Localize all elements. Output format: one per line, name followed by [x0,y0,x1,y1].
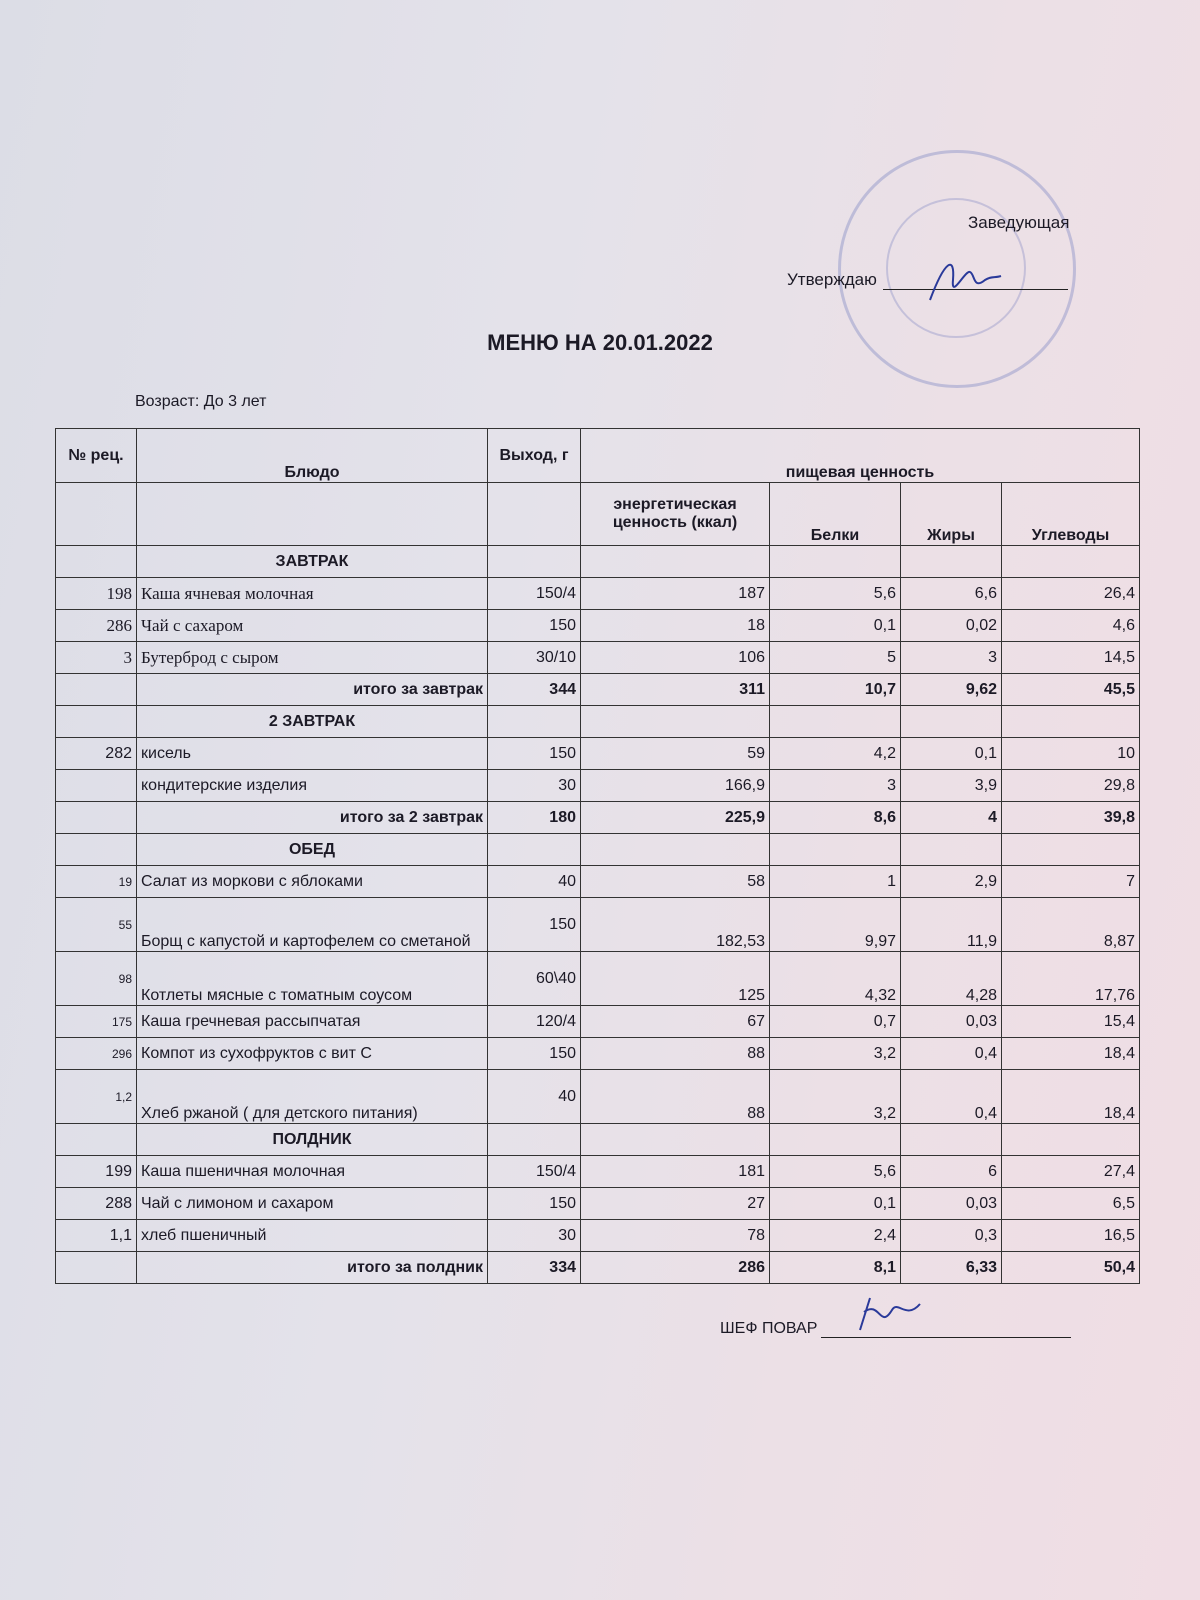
protein: 9,97 [770,898,901,952]
empty-cell [581,706,770,738]
total-carbs: 45,5 [1002,674,1140,706]
recipe-number: 3 [56,642,137,674]
energy: 58 [581,866,770,898]
dish-name: кисель [137,738,488,770]
empty-cell [770,1124,901,1156]
total-energy: 311 [581,674,770,706]
protein: 1 [770,866,901,898]
carbs: 16,5 [1002,1220,1140,1252]
dish-name: Хлеб ржаной ( для детского питания) [137,1070,488,1124]
yield: 150/4 [488,578,581,610]
table-row [56,952,1140,1006]
yield: 150 [488,1038,581,1070]
empty-cell [56,1124,137,1156]
table-row [56,866,1140,898]
protein: 5,6 [770,578,901,610]
empty-cell [1002,546,1140,578]
fat: 0,02 [901,610,1002,642]
table-row [56,1188,1140,1220]
empty-cell [770,706,901,738]
carbs: 15,4 [1002,1006,1140,1038]
empty-cell [488,546,581,578]
protein: 2,4 [770,1220,901,1252]
total-energy: 225,9 [581,802,770,834]
protein: 0,1 [770,610,901,642]
header-protein: Белки [770,483,901,546]
empty-cell [901,1124,1002,1156]
empty-cell [56,802,137,834]
empty-cell [770,546,901,578]
total-fat: 4 [901,802,1002,834]
fat: 6,6 [901,578,1002,610]
energy: 187 [581,578,770,610]
table-row [56,1070,1140,1124]
carbs: 29,8 [1002,770,1140,802]
recipe-number: 286 [56,610,137,642]
header-nutrition: пищевая ценность [581,429,1140,483]
carbs: 7 [1002,866,1140,898]
total-yield: 334 [488,1252,581,1284]
yield: 30 [488,1220,581,1252]
carbs: 18,4 [1002,1038,1140,1070]
dish-name: Котлеты мясные с томатным соусом [137,952,488,1006]
header-energy: энергетическая ценность (ккал) [581,483,770,546]
energy: 166,9 [581,770,770,802]
total-label: итого за завтрак [137,674,488,706]
empty-cell [56,1252,137,1284]
total-row [56,1252,1140,1284]
empty-cell [56,834,137,866]
chef-signature [850,1290,930,1340]
protein: 5 [770,642,901,674]
recipe-number: 98 [56,952,137,1006]
dish-name: хлеб пшеничный [137,1220,488,1252]
fat: 0,1 [901,738,1002,770]
table-row [56,1038,1140,1070]
dish-name: Каша гречневая рассыпчатая [137,1006,488,1038]
carbs: 4,6 [1002,610,1140,642]
yield: 30/10 [488,642,581,674]
energy: 78 [581,1220,770,1252]
empty-cell [901,706,1002,738]
table-row [56,1006,1140,1038]
yield: 60\40 [488,952,581,1006]
total-row [56,802,1140,834]
carbs: 18,4 [1002,1070,1140,1124]
table-row [56,610,1140,642]
fat: 0,03 [901,1006,1002,1038]
dish-name: Салат из моркови с яблоками [137,866,488,898]
fat: 4,28 [901,952,1002,1006]
empty-cell [1002,1124,1140,1156]
yield: 40 [488,1070,581,1124]
protein: 5,6 [770,1156,901,1188]
empty-cell [56,674,137,706]
carbs: 10 [1002,738,1140,770]
header-yield: Выход, г [488,429,581,483]
empty-cell [770,834,901,866]
header-dish: Блюдо [137,429,488,483]
yield: 120/4 [488,1006,581,1038]
empty-cell [901,546,1002,578]
header-num: № рец. [56,429,137,483]
yield: 150 [488,898,581,952]
header-fat: Жиры [901,483,1002,546]
protein: 0,7 [770,1006,901,1038]
yield: 150 [488,610,581,642]
total-label: итого за полдник [137,1252,488,1284]
recipe-number: 175 [56,1006,137,1038]
fat: 0,3 [901,1220,1002,1252]
section-row [56,546,1140,578]
protein: 3,2 [770,1038,901,1070]
dish-name: Чай с сахаром [137,610,488,642]
age-label: Возраст: До 3 лет [135,393,267,410]
table-row [56,770,1140,802]
fat: 0,4 [901,1038,1002,1070]
dish-name: кондитерские изделия [137,770,488,802]
dish-name: Компот из сухофруктов с вит С [137,1038,488,1070]
fat: 0,03 [901,1188,1002,1220]
empty-cell [488,1124,581,1156]
recipe-number: 55 [56,898,137,952]
yield: 30 [488,770,581,802]
recipe-number: 288 [56,1188,137,1220]
table-row [56,1156,1140,1188]
total-row [56,674,1140,706]
carbs: 26,4 [1002,578,1140,610]
dish-name: Каша ячневая молочная [137,578,488,610]
total-energy: 286 [581,1252,770,1284]
protein: 4,2 [770,738,901,770]
approver-role: Заведующая [968,213,1070,232]
yield: 150/4 [488,1156,581,1188]
energy: 125 [581,952,770,1006]
dish-name: Чай с лимоном и сахаром [137,1188,488,1220]
empty-cell [56,546,137,578]
section-row [56,1124,1140,1156]
yield: 150 [488,1188,581,1220]
total-carbs: 39,8 [1002,802,1140,834]
energy: 88 [581,1038,770,1070]
fat: 11,9 [901,898,1002,952]
total-fat: 6,33 [901,1252,1002,1284]
total-protein: 10,7 [770,674,901,706]
recipe-number [56,770,137,802]
table-row [56,1220,1140,1252]
dish-name: Бутерброд с сыром [137,642,488,674]
energy: 106 [581,642,770,674]
energy: 27 [581,1188,770,1220]
menu-table [55,428,1140,1284]
yield: 40 [488,866,581,898]
energy: 67 [581,1006,770,1038]
energy: 181 [581,1156,770,1188]
carbs: 27,4 [1002,1156,1140,1188]
empty-cell [56,706,137,738]
total-label: итого за 2 завтрак [137,802,488,834]
total-protein: 8,1 [770,1252,901,1284]
carbs: 14,5 [1002,642,1140,674]
empty-cell [581,834,770,866]
fat: 3,9 [901,770,1002,802]
empty-cell [581,546,770,578]
section-title: ПОЛДНИК [137,1124,488,1156]
energy: 88 [581,1070,770,1124]
fat: 2,9 [901,866,1002,898]
total-protein: 8,6 [770,802,901,834]
recipe-number: 282 [56,738,137,770]
carbs: 6,5 [1002,1188,1140,1220]
energy: 18 [581,610,770,642]
approve-label: Утверждаю [787,270,877,289]
protein: 0,1 [770,1188,901,1220]
recipe-number: 1,1 [56,1220,137,1252]
recipe-number: 199 [56,1156,137,1188]
total-carbs: 50,4 [1002,1252,1140,1284]
table-row [56,898,1140,952]
energy: 182,53 [581,898,770,952]
header-carbs: Углеводы [1002,483,1140,546]
total-yield: 180 [488,802,581,834]
director-signature [925,250,1005,310]
recipe-number: 1,2 [56,1070,137,1124]
fat: 6 [901,1156,1002,1188]
page-title: МЕНЮ НА 20.01.2022 [487,330,713,355]
section-title: 2 ЗАВТРАК [137,706,488,738]
section-row [56,706,1140,738]
section-title: ЗАВТРАК [137,546,488,578]
section-title: ОБЕД [137,834,488,866]
dish-name: Борщ с капустой и картофелем со сметаной [137,898,488,952]
empty-cell [1002,834,1140,866]
carbs: 8,87 [1002,898,1140,952]
table-row [56,642,1140,674]
empty-cell [901,834,1002,866]
energy: 59 [581,738,770,770]
dish-name: Каша пшеничная молочная [137,1156,488,1188]
yield: 150 [488,738,581,770]
total-fat: 9,62 [901,674,1002,706]
recipe-number: 296 [56,1038,137,1070]
empty-cell [581,1124,770,1156]
protein: 3,2 [770,1070,901,1124]
section-row [56,834,1140,866]
table-row [56,578,1140,610]
protein: 3 [770,770,901,802]
recipe-number: 19 [56,866,137,898]
empty-cell [1002,706,1140,738]
protein: 4,32 [770,952,901,1006]
chef-label: ШЕФ ПОВАР [720,1320,818,1337]
empty-cell [488,706,581,738]
recipe-number: 198 [56,578,137,610]
table-row [56,738,1140,770]
fat: 0,4 [901,1070,1002,1124]
fat: 3 [901,642,1002,674]
total-yield: 344 [488,674,581,706]
carbs: 17,76 [1002,952,1140,1006]
empty-cell [488,834,581,866]
